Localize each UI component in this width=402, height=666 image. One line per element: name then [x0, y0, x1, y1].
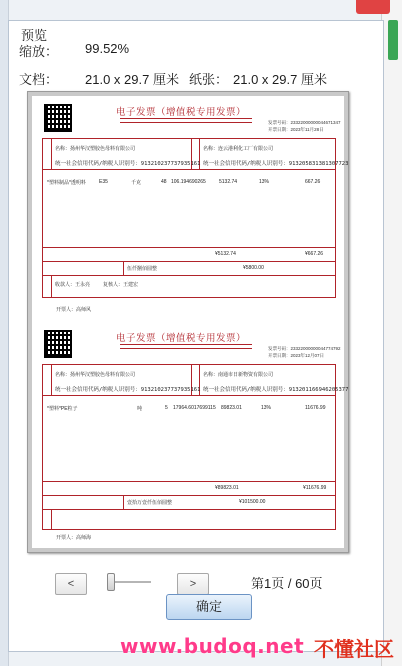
invoice-number: 发票号码：23322000000044774792	[268, 346, 341, 351]
side-indicator	[388, 20, 398, 60]
seller-tax-id: 统一社会信用代码/纳税人识别号：913201166946205377	[203, 387, 349, 393]
invoice-number: 发票号码：23322000000044671347	[268, 120, 341, 125]
item-spec: E35	[99, 179, 108, 185]
document-size-label: 文档：	[19, 72, 59, 87]
next-page-button[interactable]: >	[177, 573, 209, 595]
zoom-value: 99.52%	[85, 41, 130, 56]
item-qty: 48	[161, 179, 167, 185]
watermark-url: www.budoq.net	[120, 634, 305, 658]
item-unit: 吨	[137, 406, 143, 412]
item-name: *塑料制品*透明料	[47, 180, 86, 186]
title-underline	[120, 118, 252, 123]
item-rate: 13%	[259, 179, 270, 185]
preview-page	[32, 96, 349, 548]
page-preview[interactable]	[27, 91, 349, 553]
total-figures: ¥101500.00	[239, 499, 266, 505]
watermark	[120, 630, 402, 666]
page-indicator: 第1页 / 60页	[251, 576, 323, 591]
zoom-label: 缩放：	[19, 44, 59, 59]
invoice-title: 电子发票（增值税专用发票）	[116, 107, 247, 118]
seller-name: 名称：南通市日新物资有限公司	[203, 372, 274, 378]
seller-tax-id: 统一社会信用代码/纳税人识别号：913205831381307723	[203, 161, 349, 167]
zoom-slider-thumb[interactable]	[107, 573, 115, 591]
item-qty: 5	[165, 405, 168, 411]
item-tax: 11676.99	[305, 405, 326, 411]
item-unit: 千克	[131, 180, 142, 186]
paper-size-value: 21.0 x 29.7 厘米	[233, 72, 327, 87]
item-amount: 5132.74	[219, 179, 238, 185]
qr-code	[44, 104, 72, 132]
prev-page-button[interactable]: <	[55, 573, 87, 595]
document-size-value: 21.0 x 29.7 厘米	[85, 72, 179, 87]
buyer-name: 名称：扬州华汉塑胶色母料有限公司	[55, 146, 136, 152]
dialog-title: 预览	[21, 28, 48, 43]
buyer-tax-id: 统一社会信用代码/纳税人识别号：913210237737935161	[55, 161, 201, 167]
invoice-date: 开票日期：2023年11月28日	[268, 127, 324, 132]
invoice-1	[42, 102, 349, 313]
invoice-date: 开票日期：2023年12月07日	[268, 353, 325, 358]
drawer: 开票人：高师海	[56, 535, 92, 541]
item-tax: 667.26	[305, 179, 321, 185]
total-amount: ¥89823.01	[215, 485, 239, 491]
print-preview-dialog	[8, 20, 384, 652]
reviewer: 复核人：王建宏	[103, 282, 139, 288]
total-tax: ¥11676.99	[303, 485, 327, 491]
zoom-slider-track[interactable]	[111, 581, 151, 583]
total-words: 壹拾万壹仟伍佰圆整	[127, 500, 173, 506]
item-rate: 13%	[261, 405, 272, 411]
item-price: 17964.6017699115	[173, 405, 216, 411]
buyer-name: 名称：扬州华汉塑胶色母料有限公司	[55, 372, 136, 378]
seller-name: 名称：连云港利化工厂有限公司	[203, 146, 274, 152]
drawer: 开票人：高师风	[56, 307, 92, 313]
item-amount: 89823.01	[221, 405, 242, 411]
title-underline	[120, 344, 252, 349]
invoice-table	[42, 138, 349, 298]
ok-button[interactable]: 确定	[166, 594, 252, 620]
invoice-title: 电子发票（增值税专用发票）	[116, 333, 247, 344]
payee: 收款人：王永亮	[55, 282, 91, 288]
invoice-2	[42, 328, 349, 541]
item-name: *塑料*PE粒子	[47, 406, 78, 412]
close-button[interactable]	[356, 0, 390, 14]
total-tax: ¥667.26	[305, 251, 324, 257]
paper-size-label: 纸张：	[189, 72, 229, 87]
right-window-edge	[381, 0, 402, 666]
watermark-site-name: 不懂社区	[314, 639, 394, 661]
total-figures: ¥5800.00	[243, 265, 264, 271]
item-price: 106.194690265	[171, 179, 206, 185]
total-words: 伍仟捌佰圆整	[127, 266, 158, 272]
qr-code	[44, 330, 72, 358]
invoice-table	[42, 364, 349, 530]
buyer-tax-id: 统一社会信用代码/纳税人识别号：913210237737935161	[55, 387, 201, 393]
total-amount: ¥5132.74	[215, 251, 236, 257]
